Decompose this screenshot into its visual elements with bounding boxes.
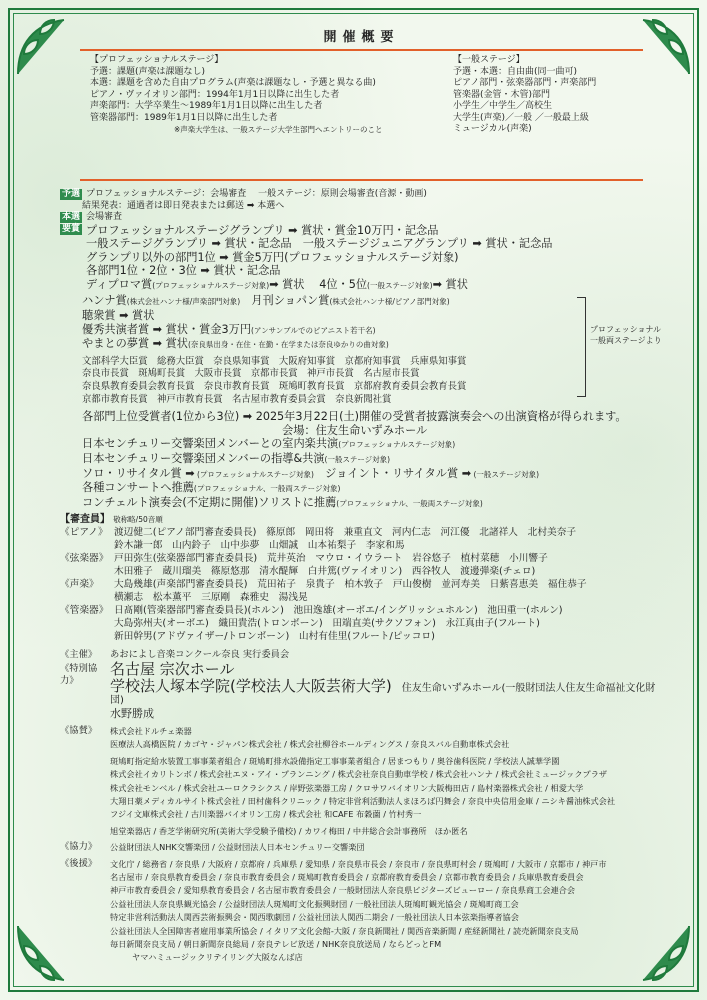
award-main: ハンナ賞	[82, 294, 127, 308]
sponsor-line: 斑鳩町指定給水装置工事事業者組合 / 斑鳩町排水設備指定工事事業者組合 / 居まつもり / 奥谷歯科医院 / 学校法人誠華学園	[110, 755, 560, 766]
judges-heading: 【審査員】	[60, 514, 110, 526]
judge-line: 渡辺健二(ピアノ部門審査委員長) 篠原郎 岡田将 兼重直文 河内仁志 河江優 北諸祥人 北村美奈子	[114, 526, 577, 538]
bracket	[577, 297, 586, 397]
sponsor-line: フジイ文庫株式会社 / 古川楽器バイオリン工房 / 株式会社 和CAFE 布穀薗 / 竹村秀一	[110, 809, 422, 820]
extra-main: コンチェルト演奏会(不定期に開催)ソリストに推薦	[82, 495, 337, 509]
general-stage-line: 小学生／中学生／高校生	[453, 101, 553, 111]
coop-text: 公益財団法人NHK交響楽団 / 公益財団法人日本センチュリー交響楽団	[110, 842, 365, 853]
general-stage-heading: 【一般ステージ】	[453, 55, 525, 65]
award-main: 月刊ショパン賞	[240, 294, 330, 308]
sponsor-line: 株式会社イカリトンボ / 株式会社エヌ・アイ・プランニング / 株式会社奈良自動車学校 / 株式会社ハンナ / 株式会社ミュージックプラザ	[110, 769, 608, 780]
extra-line	[82, 496, 663, 511]
special-name: 学校法人大阪芸術大学)	[235, 676, 392, 695]
extra-note: (一般ステージ対象)	[471, 469, 540, 479]
award-main: やまとの夢賞 ➡ 賞状	[82, 337, 188, 351]
award-note: (アンサンブルでのピアニスト若干名)	[251, 325, 376, 335]
judge-line: 新田幹男(アドヴァイザー/トロンボーン) 山村有佳里(フルート/ピッコロ)	[114, 630, 435, 642]
page-title: 開催概要	[323, 30, 400, 45]
award-line: プロフェッショナルステージグランプリ ➡ 賞状・賞金10万円・記念品	[86, 223, 439, 237]
pro-stage-line: 本選：課題を含めた自由プログラム(声楽は課題なし・予選と異なる曲)	[90, 78, 376, 88]
main-content	[60, 26, 663, 965]
extra-note: (プロフェッショナルステージ対象)	[338, 440, 456, 450]
schedule-section	[60, 189, 663, 965]
official-award-line: 文部科学大臣賞 総務大臣賞 奈良県知事賞 大阪府知事賞 京都府知事賞 兵庫県知事賞	[82, 355, 467, 367]
extra-note: (プロフェッショナル、一般両ステージ対象)	[193, 484, 341, 494]
award-tag: 要賞	[62, 223, 81, 234]
judge-group-label: 《声楽》	[60, 578, 99, 590]
yosen-text: プロフェッショナルステージ：会場審査 一般ステージ：原則会場審査(音源・動画)	[86, 189, 427, 199]
general-stage-line: 大学生(声楽)／一般 ／一般最上級	[453, 112, 589, 123]
sponsor-line: 株式会社モンベル / 株式会社ユーロクラシクス / 岸野弦楽器工房 / クロサワバイオリン大阪梅田店 / 島村楽器株式会社 / 相愛大学	[110, 782, 584, 793]
extra-main: 各種コンサートへ推薦	[82, 481, 194, 495]
judge-group	[60, 604, 663, 643]
award-note: (株式会社ハンナ様/ピアノ部門対象)	[329, 297, 450, 307]
special-award-line	[82, 309, 663, 323]
judge-group-label: 《ピアノ》	[60, 526, 108, 538]
special-award-line	[82, 294, 663, 309]
extra-line	[82, 452, 663, 467]
special-label: 《特別協力》	[60, 662, 98, 686]
bracket-label-line: プロフェッショナル	[590, 325, 662, 335]
special-awards	[60, 294, 663, 510]
award-line: 各部門1位・2位・3位 ➡ 賞状・記念品	[86, 264, 281, 278]
pro-stage-block	[90, 55, 450, 136]
judge-group	[60, 578, 663, 604]
support-line: 公益社団法人全国障害者雇用事業所協会 / イタリア文化会館-大阪 / 奈良新聞社 / 関西音楽新聞 / 産経新聞社 / 読売新聞奈良支局	[110, 925, 579, 936]
pro-stage-line: 管楽器部門：1989年1月1日以降に出生した者	[90, 112, 278, 123]
judge-group	[60, 526, 663, 552]
pro-stage-note: ※声楽大学生は、一般ステージ大学生部門へエントリーのこと	[174, 125, 383, 134]
coop-label: 《協力》	[60, 841, 98, 853]
extra-note: (プロフェッショナルステージ対象)	[194, 469, 314, 479]
special-name: 水野勝成	[110, 706, 154, 720]
judge-line: 大島幾雄(声楽部門審査委員長) 荒田祐子 泉貴子 柏木敦子 戸山俊樹 並河寿美 日紫喜恵美 福住恭子	[114, 578, 587, 590]
extra-line	[82, 437, 663, 452]
special-row	[60, 661, 663, 721]
judges-heading-row	[60, 514, 663, 526]
extra-note: (プロフェッショナル、一般両ステージ対象)	[336, 498, 483, 508]
yosen-tag: 予選	[62, 189, 81, 199]
coop-row	[60, 841, 663, 854]
extra-main: 日本センチュリー交響楽団メンバーの指導&共演	[82, 452, 325, 465]
pro-stage-heading: 【プロフェッショナルステージ】	[90, 55, 224, 65]
award-note: (奈良県出身・在住・在勤・在学または奈良ゆかりの曲対象)	[188, 340, 389, 350]
general-stage-line: ピアノ部門・弦楽器部門・声楽部門	[453, 78, 597, 88]
official-award-line: 奈良県教育委員会教育長賞 奈良市教育長賞 斑鳩町教育長賞 京都府教育委員会教育長賞	[82, 381, 467, 393]
judge-group	[60, 552, 663, 578]
diploma-note: (一般ステージ対象)	[367, 280, 433, 290]
support-line: 神戸市教育委員会 / 愛知県教育委員会 / 名古屋市教育委員会 / 一般財団法人奈良県ビジターズビューロー / 奈良県商工会連合会	[110, 885, 576, 896]
judge-line: 横瀬志 松本薫平 三原剛 森雅史 湯浅晃	[114, 591, 308, 603]
award-main: 優秀共演者賞 ➡ 賞状・賞金3万円	[82, 322, 252, 336]
special-award-line	[82, 337, 663, 352]
support-line: ヤマハミュージックリテイリング大阪なんば店	[132, 952, 303, 963]
sponsor-label: 《協賛》	[60, 724, 98, 736]
general-stage-line: 予選・本選：自由曲(同一曲可)	[453, 66, 578, 77]
special-award-line	[82, 323, 663, 338]
extra-main: 日本センチュリー交響楽団メンバーとの室内楽共演	[82, 437, 339, 451]
award-note: (株式会社ハンナ様/声楽部門対象)	[126, 297, 241, 307]
bracket-label-line: 一般両ステージより	[590, 336, 662, 346]
sponsor-line: 旭堂楽器店 / 香芝学術研究所(美術大学受験予備校) / カワイ梅田 / 中井総合会計事務所 ほか匿名	[110, 825, 468, 836]
official-award-line: 奈良市長賞 斑鳩町長賞 大阪市長賞 京都市長賞 神戸市長賞 名古屋市長賞	[82, 368, 420, 380]
sponsor-list	[110, 725, 615, 838]
support-line: 名古屋市 / 奈良県教育委員会 / 奈良市教育委員会 / 斑鳩町教育委員会 / 京都府教育委員会 / 京都市教育委員会 / 兵庫県教育委員会	[110, 871, 584, 882]
support-line: 毎日新聞奈良支局 / 朝日新聞奈良総局 / 奈良テレビ放送 / NHK奈良放送局 / ならどっとFM	[110, 938, 442, 949]
host-name: あおによし音楽コンクール奈良 実行委員会	[110, 648, 290, 660]
judge-line: 大島弥州夫(オーボエ) 織田貴浩(トロンボーン) 田端直美(サクソフォン) 永江真由子(フルート)	[114, 617, 540, 629]
sponsor-line: 医療法人高橋医院 / カゴヤ・ジャパン株式会社 / 株式会社柳谷ホールディングス / 奈良スバル自動車株式会社	[110, 739, 510, 750]
extra-line	[82, 481, 663, 496]
sponsor-row	[60, 725, 663, 838]
official-award-line: 京都市教育長賞 神戸市教育長賞 名古屋市教育委員会賞 奈良新聞社賞	[82, 393, 392, 405]
yosen-row	[60, 189, 663, 201]
special-name: 名古屋 宗次ホール	[110, 659, 235, 678]
award-main: 聴衆賞 ➡ 賞状	[82, 309, 155, 323]
official-awards	[82, 356, 663, 406]
diploma-end: ➡ 賞状	[432, 277, 468, 291]
support-line: 文化庁 / 総務省 / 奈良県 / 大阪府 / 京都府 / 兵庫県 / 愛知県 / 奈良県市長会 / 奈良市 / 奈良県町村会 / 斑鳩町 / 大阪市 / 京都市 / 神戸市	[110, 858, 607, 869]
extra-main: ジョイント・リサイタル賞 ➡	[313, 466, 472, 480]
overview-section	[60, 51, 663, 179]
award-row	[60, 224, 663, 293]
sponsor-line: 大翔日薬メディカルサイト株式会社 / 田村歯科クリニック / 特定非営利活動法人まほろば円舞会 / 奈良中央信用金庫 / ニシキ醤油株式会社	[110, 795, 616, 806]
pro-stage-line: 予選：課題(声楽は課題なし)	[90, 66, 206, 77]
honsen-tag: 本選	[62, 212, 81, 222]
general-stage-block	[453, 55, 673, 136]
pro-stage-line: 声楽部門：大学卒業生〜1989年1月1日以降に出生した者	[90, 101, 323, 111]
support-line: 特定非営利活動法人関西芸術振興会・関西歌劇団 / 公益社団法人関西二期会 / 一般社団法人日本弦楽指導者協会	[110, 912, 519, 923]
gala-venue: 会場：住友生命いずみホール	[282, 423, 428, 437]
diploma-line	[86, 278, 552, 293]
support-label: 《後援》	[60, 857, 98, 869]
general-stage-line: ミュージカル(声楽)	[453, 124, 532, 134]
judge-group-label: 《管楽器》	[60, 604, 109, 616]
judge-line: 日髙剛(管楽器部門審査委員長)(ホルン) 池田逸雄(オーボエ/イングリッシュホルン) 池田重一(ホルン)	[114, 604, 563, 616]
award-line: グランプリ以外の部門1位 ➡ 賞金5万円(プロフェッショナルステージ対象)	[86, 250, 459, 264]
host-label: 《主催》	[60, 648, 98, 660]
support-row	[60, 858, 663, 965]
diploma-label: ディプロマ賞	[86, 277, 153, 291]
award-line: 一般ステージグランプリ ➡ 賞状・記念品 一般ステージジュニアグランプリ ➡ 賞状・記念品	[86, 237, 553, 251]
special-name: 住友生命いずみホール(一般財団法人住友生命福祉文化財団)	[110, 682, 656, 706]
yosen-result: 結果発表：通過者は即日発表または郵送 ➡ 本選へ	[82, 200, 285, 211]
special-name: 学校法人塚本学院(	[110, 676, 236, 695]
pro-stage-line: ピアノ・ヴァイオリン部門：1994年1月1日以降に出生した者	[90, 89, 340, 100]
judge-group-label: 《弦楽器》	[60, 552, 109, 564]
support-line: 公益社団法人奈良県観光協会 / 公益財団法人斑鳩町文化振興財団 / 一般社団法人斑鳩町観光協会 / 斑鳩町商工会	[110, 898, 519, 909]
diploma-note: (プロフェッショナルステージ対象)	[152, 280, 270, 290]
extra-line	[82, 467, 663, 482]
support-list	[110, 858, 607, 965]
judges-note: 敬称略/50音順	[113, 515, 163, 525]
judges-list	[60, 526, 663, 643]
extra-main: ソロ・リサイタル賞 ➡	[82, 466, 195, 480]
award-list	[86, 224, 552, 293]
sponsor-line: 株式会社ドルチェ楽器	[110, 725, 192, 736]
judge-line: 木田雅子 蔵川瑠美 篠原悠那 清水醍輝 白井篤(ヴァイオリン) 西谷牧人 渡邊弾楽(チェロ)	[114, 565, 536, 577]
judge-line: 鈴木謙一郎 山内鈴子 山中歩夢 山畑誠 山本祐梨子 李家和馬	[114, 539, 405, 551]
divider	[80, 179, 643, 181]
general-stage-line: 管楽器(金管・木管)部門	[453, 89, 551, 100]
bracket-label	[590, 324, 662, 346]
honsen-text: 会場審査	[86, 212, 123, 222]
honsen-row	[60, 212, 663, 224]
judge-line: 戸田弥生(弦楽器部門審査委員長) 荒井英治 マウロ・イウラート 岩谷悠子 植村菜穂 小川響子	[114, 552, 548, 564]
diploma-mid: ➡ 賞状 4位・5位	[269, 277, 368, 291]
extra-note: (一般ステージ対象)	[324, 455, 391, 464]
gala-line: 各部門上位受賞者(1位から3位) ➡ 2025年3月22日(土)開催の受賞者披露演奏会への出演資格が得られます。	[82, 410, 627, 424]
organizers-section	[60, 649, 663, 965]
